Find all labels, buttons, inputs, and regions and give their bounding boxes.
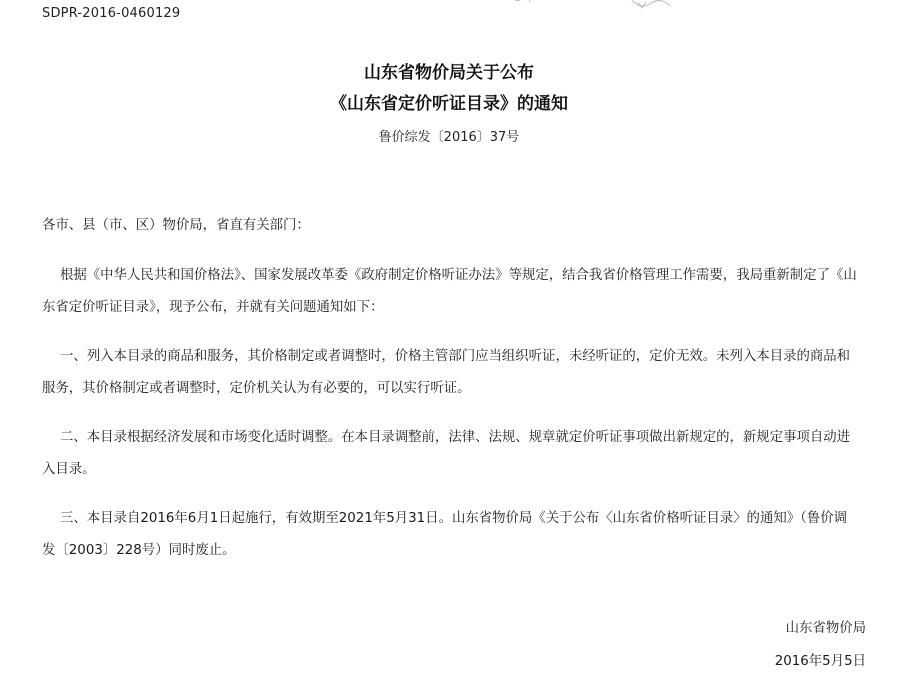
document-body	[42, 210, 860, 584]
title-block	[0, 58, 898, 145]
paragraph-2: 二、本目录根据经济发展和市场变化适时调整。在本目录调整前，法律、法规、规章就定价听证事项做出新规定的，新规定事项自动进入目录。	[42, 430, 851, 477]
seal-stamp-fragment	[500, 0, 690, 24]
signature-agency: 山东省物价局	[785, 621, 866, 636]
document-number: 鲁价综发〔2016〕37号	[378, 130, 520, 145]
salutation: 各市、县（市、区）物价局，省直有关部门：	[42, 218, 310, 233]
title-line-1: 山东省物价局关于公布	[364, 63, 534, 83]
paragraph-intro: 根据《中华人民共和国价格法》、国家发展改革委《政府制定价格听证办法》等规定，结合我省价格管理工作需要，我局重新制定了《山东省定价听证目录》，现予公布，并就有关问题通知如下：	[42, 268, 857, 315]
title-line-2: 《山东省定价听证目录》的通知	[330, 94, 568, 114]
signature-date: 2016年5月5日	[774, 654, 866, 669]
paragraph-3: 三、本目录自2016年6月1日起施行，有效期至2021年5月31日。山东省物价局《关于公布〈山东省价格听证目录〉的通知》（鲁价调发〔2003〕228号）同时废止。	[42, 511, 847, 558]
document-code: SDPR-2016-0460129	[42, 6, 181, 21]
paragraph-1: 一、列入本目录的商品和服务，其价格制定或者调整时，价格主管部门应当组织听证，未经听证的，定价无效。未列入本目录的商品和服务，其价格制定或者调整时，定价机关认为有必要的，可以实行听证。	[42, 349, 851, 396]
